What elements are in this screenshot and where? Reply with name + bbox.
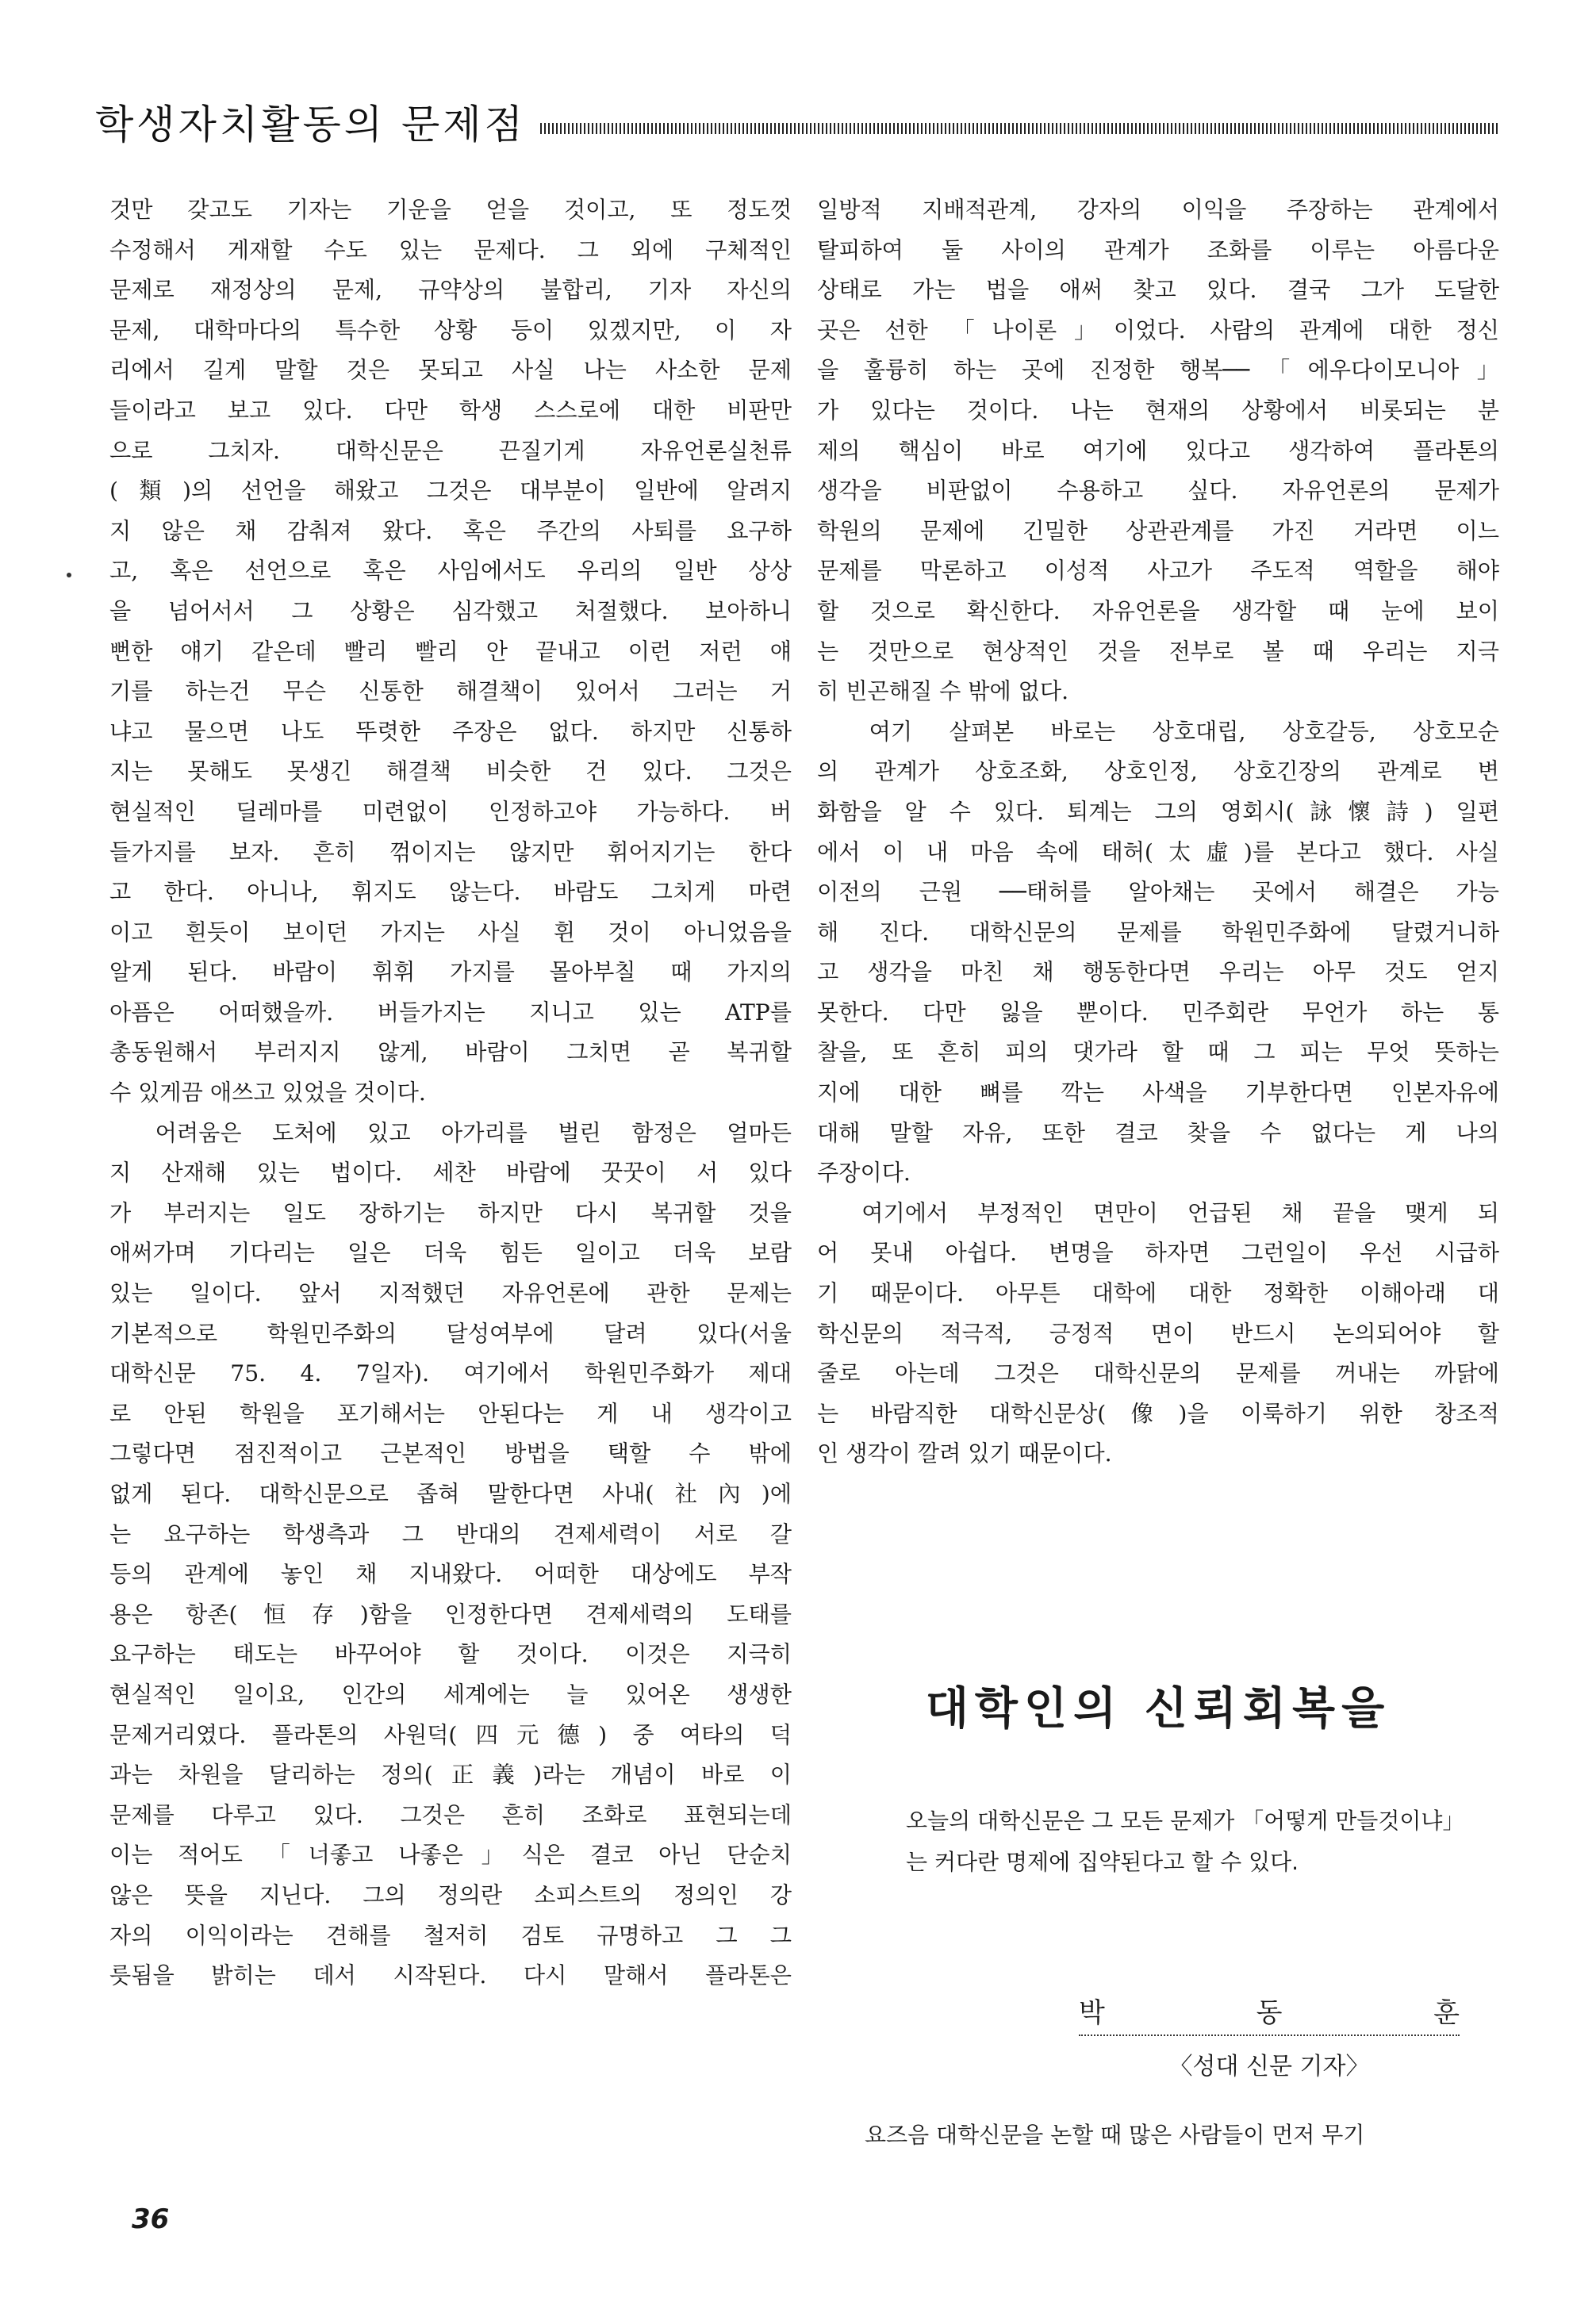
text-line: 히 빈곤해질 수 밖에 없다. <box>817 678 1069 705</box>
text-line: 는 바람직한 대학신문상(像)을 이룩하기 위한 창조적 <box>817 1400 1499 1427</box>
author-affiliation: 〈성대 신문 기자〉 <box>1168 2053 1370 2080</box>
right-text-column <box>817 190 1499 1475</box>
text-line: 수정해서 게재할 수도 있는 문제다. 그 외에 구체적인 <box>109 236 792 263</box>
text-line: 의 관계가 상호조화, 상호인정, 상호긴장의 관계로 변 <box>817 758 1499 785</box>
text-line: 할 것으로 확신한다. 자유언론을 생각할 때 눈에 보이 <box>817 597 1499 624</box>
text-line: 문제로 재정상의 문제, 규약상의 불합리, 기자 자신의 <box>109 277 792 304</box>
text-line: 총동원해서 부러지지 않게, 바람이 그치면 곧 복귀할 <box>109 1039 792 1066</box>
text-line: 찰을, 또 흔히 피의 댓가라 할 때 그 피는 무엇 뜻하는 <box>817 1039 1499 1066</box>
text-line: 에서 이 내 마음 속에 태허(太虛)를 본다고 했다. 사실 <box>817 838 1499 865</box>
text-line: 가 부러지는 일도 장하기는 하지만 다시 복귀할 것을 <box>109 1199 792 1226</box>
text-line: 고 생각을 마친 채 행동한다면 우리는 아무 것도 얻지 <box>817 959 1499 986</box>
text-line: 인 생각이 깔려 있기 때문이다. <box>817 1440 1112 1467</box>
text-line: 현실적인 딜레마를 미련없이 인정하고야 가능하다. 버 <box>109 798 792 825</box>
text-line: (類)의 선언을 해왔고 그것은 대부분이 일반에 알려지 <box>109 477 792 504</box>
author-name-part: 훈 <box>1433 1997 1460 2029</box>
author-name-part: 동 <box>1256 1997 1283 2029</box>
text-line: 탈피하여 둘 사이의 관계가 조화를 이루는 아름다운 <box>817 236 1499 263</box>
text-line: 어려움은 도처에 있고 아가리를 벌린 함정은 얼마든 <box>109 1119 792 1146</box>
text-line: 대해 말할 자유, 또한 결코 찾을 수 없다는 게 나의 <box>817 1119 1499 1146</box>
text-line: 냐고 물으면 나도 뚜렷한 주장은 없다. 하지만 신통하 <box>109 718 792 745</box>
text-line: 어 못내 아쉽다. 변명을 하자면 그런일이 우선 시급하 <box>817 1240 1499 1267</box>
text-line: 이고 흰듯이 보이던 가지는 사실 휜 것이 아니었음을 <box>109 918 792 945</box>
text-line: 을 훌륭히 하는 곳에 진정한 행복──「에우다이모니아」 <box>817 357 1499 384</box>
text-line: 등의 관계에 놓인 채 지내왔다. 어떠한 대상에도 부작 <box>109 1561 792 1588</box>
running-header-title: 학생자치활동의 문제점 <box>95 102 526 148</box>
text-line: 고, 혹은 선언으로 혹은 사임에서도 우리의 일반 상상 <box>109 558 792 585</box>
text-line: 자의 이익이라는 견해를 철저히 검토 규명하고 그 그 <box>109 1922 792 1949</box>
text-line: 용은 항존(恒存)함을 인정한다면 견제세력의 도태를 <box>109 1601 792 1628</box>
text-line: 는 것만으로 현상적인 것을 전부로 볼 때 우리는 지극 <box>817 638 1499 665</box>
text-line: 여기에서 부정적인 면만이 언급된 채 끝을 맺게 되 <box>817 1199 1499 1226</box>
text-line: 는 요구하는 학생측과 그 반대의 견제세력이 서로 갈 <box>109 1521 792 1547</box>
text-line: 리에서 길게 말할 것은 못되고 사실 나는 사소한 문제 <box>109 357 792 384</box>
text-line: 애써가며 기다리는 일은 더욱 힘든 일이고 더욱 보람 <box>109 1240 792 1267</box>
text-line: 대학신문 75. 4. 7일자). 여기에서 학원민주화가 제대 <box>109 1360 792 1387</box>
next-article-title: 대학인의 신뢰회복을 <box>925 1683 1391 1735</box>
text-line: 지 산재해 있는 법이다. 세찬 바람에 꿋꿋이 서 있다 <box>109 1160 792 1187</box>
text-line: 것만 갖고도 기자는 기운을 얻을 것이고, 또 정도껏 <box>109 197 792 223</box>
text-line: 줄로 아는데 그것은 대학신문의 문제를 꺼내는 까닭에 <box>817 1360 1499 1387</box>
text-line: 현실적인 일이요, 인간의 세계에는 늘 있어온 생생한 <box>109 1681 792 1708</box>
margin-dot <box>67 573 71 577</box>
text-line: 가 있다는 것이다. 나는 현재의 상황에서 비롯되는 분 <box>817 397 1499 424</box>
text-line: 없게 된다. 대학신문으로 좁혀 말한다면 사내(社內)에 <box>109 1481 792 1507</box>
text-line: 뻔한 얘기 같은데 빨리 빨리 안 끝내고 이런 저런 얘 <box>109 638 792 665</box>
text-line: 여기 살펴본 바로는 상호대립, 상호갈등, 상호모순 <box>817 718 1499 745</box>
text-line: 못한다. 다만 잃을 뿐이다. 민주회란 무언가 하는 통 <box>817 999 1499 1026</box>
text-line: 상태로 가는 법을 애써 찾고 있다. 결국 그가 도달한 <box>817 277 1499 304</box>
text-line: 해 진다. 대학신문의 문제를 학원민주화에 달렸거니하 <box>817 918 1499 945</box>
text-line: 을 넘어서서 그 상황은 심각했고 처절했다. 보아하니 <box>109 597 792 624</box>
text-line: 문제를 다루고 있다. 그것은 흔히 조화로 표현되는데 <box>109 1801 792 1828</box>
author-name-part: 박 <box>1079 1997 1105 2029</box>
text-line: 지 않은 채 감춰져 왔다. 혹은 주간의 사퇴를 요구하 <box>109 517 792 544</box>
text-line: 과는 차원을 달리하는 정의(正義)라는 개념이 바로 이 <box>109 1762 792 1789</box>
text-line: 화함을 알 수 있다. 퇴계는 그의 영회시(詠懷詩) 일편 <box>817 798 1499 825</box>
text-line: 학신문의 적극적, 긍정적 면이 반드시 논의되어야 할 <box>817 1320 1499 1347</box>
next-article-first-line: 요즈음 대학신문을 논할 때 많은 사람들이 먼저 무기 <box>865 2122 1365 2148</box>
text-line: 제의 핵심이 바로 여기에 있다고 생각하여 플라톤의 <box>817 437 1499 464</box>
text-line: 지는 못해도 못생긴 해결책 비슷한 건 있다. 그것은 <box>109 758 792 785</box>
text-line: 이전의 근원 ──태허를 알아채는 곳에서 해결은 가능 <box>817 879 1499 906</box>
text-line: 그렇다면 점진적이고 근본적인 방법을 택할 수 밖에 <box>109 1440 792 1467</box>
text-line: 학원의 문제에 긴밀한 상관관계를 가진 거라면 이느 <box>817 517 1499 544</box>
text-line: 알게 된다. 바람이 휘휘 가지를 몰아부칠 때 가지의 <box>109 959 792 986</box>
text-line: 지에 대한 뼈를 깍는 사색을 기부한다면 인본자유에 <box>817 1080 1499 1106</box>
text-line: 이는 적어도 「너좋고 나좋은」식은 결코 아닌 단순치 <box>109 1842 792 1869</box>
text-line: 문제를 막론하고 이성적 사고가 주도적 역할을 해야 <box>817 558 1499 585</box>
left-text-column <box>109 190 792 1996</box>
text-line: 기를 하는건 무슨 신통한 해결책이 있어서 그러는 거 <box>109 678 792 705</box>
next-article-lead: 오늘의 대학신문은 그 모든 문제가 「어떻게 만들것이냐」는 커다란 명제에 집약된다고 할 수 있다. <box>906 1808 1454 1875</box>
text-line: 로 안된 학원을 포기해서는 안된다는 게 내 생각이고 <box>109 1400 792 1427</box>
text-line: 일방적 지배적관계, 강자의 이익을 주장하는 관계에서 <box>817 197 1499 223</box>
running-header <box>95 94 1499 149</box>
text-line: 않은 뜻을 지닌다. 그의 정의란 소피스트의 정의인 강 <box>109 1881 792 1908</box>
text-line: 들가지를 보자. 흔히 꺾이지는 않지만 휘어지기는 한다 <box>109 838 792 865</box>
text-line: 아픔은 어떠했을까. 버들가지는 지니고 있는 ATP를 <box>109 999 792 1026</box>
page-number: 36 <box>132 2203 170 2235</box>
text-line: 요구하는 태도는 바꾸어야 할 것이다. 이것은 지극히 <box>109 1641 792 1668</box>
text-line: 문제거리였다. 플라톤의 사원덕(四元德) 중 여타의 덕 <box>109 1721 792 1748</box>
text-line: 으로 그치자. 대학신문은 끈질기게 자유언론실천류 <box>109 437 792 464</box>
text-line: 주장이다. <box>817 1160 911 1187</box>
text-line: 기 때문이다. 아무튼 대학에 대한 정확한 이해아래 대 <box>817 1280 1499 1307</box>
text-line: 들이라고 보고 있다. 다만 학생 스스로에 대한 비판만 <box>109 397 792 424</box>
text-line: 곳은 선한 「나이론」이었다. 사람의 관계에 대한 정신 <box>817 316 1499 343</box>
text-line: 있는 일이다. 앞서 지적했던 자유언론에 관한 문제는 <box>109 1280 792 1307</box>
text-line: 고 한다. 아니나, 휘지도 않는다. 바람도 그치게 마련 <box>109 879 792 906</box>
text-line: 기본적으로 학원민주화의 달성여부에 달려 있다(서울 <box>109 1320 792 1347</box>
text-line: 수 있게끔 애쓰고 있었을 것이다. <box>109 1080 426 1106</box>
text-line: 문제, 대학마다의 특수한 상황 등이 있겠지만, 이 자 <box>109 316 792 343</box>
text-line: 릇됨을 밝히는 데서 시작된다. 다시 말해서 플라톤은 <box>109 1962 792 1989</box>
text-line: 생각을 비판없이 수용하고 싶다. 자유언론의 문제가 <box>817 477 1499 504</box>
header-dotted-rule <box>540 123 1499 134</box>
author-byline <box>1079 1991 1460 2036</box>
